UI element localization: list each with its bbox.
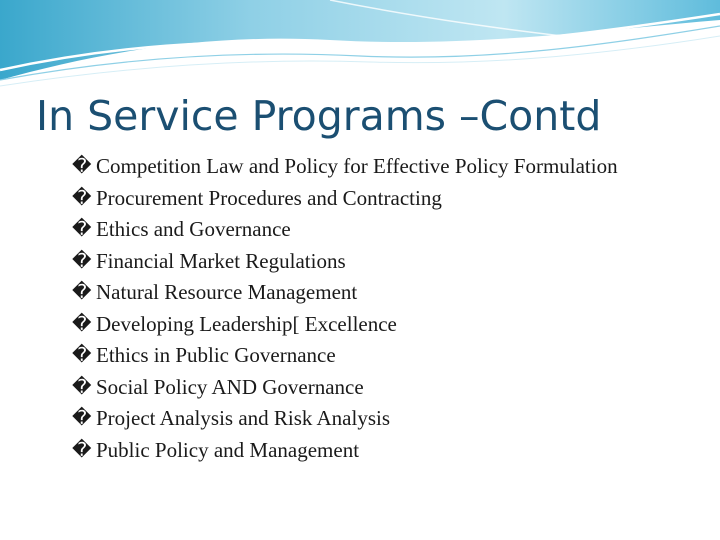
bullet-icon: � bbox=[72, 218, 92, 240]
bullet-item bbox=[72, 186, 652, 211]
bullet-text: Ethics and Governance bbox=[96, 217, 291, 241]
bullet-item bbox=[72, 280, 652, 305]
bullet-icon: � bbox=[72, 249, 92, 272]
bullet-text: Natural Resource Management bbox=[96, 280, 358, 304]
header-wave-decoration bbox=[0, 0, 720, 90]
bullet-item bbox=[72, 154, 652, 179]
bullet-text: Competition Law and Policy for Effective Policy Formulation bbox=[96, 154, 618, 178]
bullet-text: Project Analysis and Risk Analysis bbox=[96, 406, 390, 430]
bullet-item bbox=[72, 217, 652, 242]
bullet-item bbox=[72, 343, 652, 368]
bullet-icon: � bbox=[72, 312, 92, 335]
bullet-icon: � bbox=[72, 281, 92, 303]
bullet-item bbox=[72, 249, 652, 274]
bullet-icon: � bbox=[72, 438, 92, 461]
slide-title: In Service Programs –Contd bbox=[36, 92, 602, 140]
bullet-text: Social Policy AND Governance bbox=[96, 374, 364, 399]
bullet-text: Developing Leadership[ Excellence bbox=[96, 311, 397, 336]
bullet-icon: � bbox=[72, 407, 92, 429]
bullet-icon: � bbox=[72, 186, 92, 209]
bullet-item bbox=[72, 438, 652, 463]
bullet-item bbox=[72, 406, 652, 431]
bullet-text: Procurement Procedures and Contracting bbox=[96, 185, 442, 210]
bullet-icon: � bbox=[72, 375, 92, 398]
bullet-icon: � bbox=[72, 155, 92, 177]
bullet-item bbox=[72, 312, 652, 337]
bullet-text: Public Policy and Management bbox=[96, 437, 360, 462]
bullet-text: Ethics in Public Governance bbox=[96, 343, 336, 367]
bullet-list bbox=[72, 154, 652, 469]
bullet-icon: � bbox=[72, 344, 92, 366]
bullet-text: Financial Market Regulations bbox=[96, 248, 346, 273]
bullet-item bbox=[72, 375, 652, 400]
